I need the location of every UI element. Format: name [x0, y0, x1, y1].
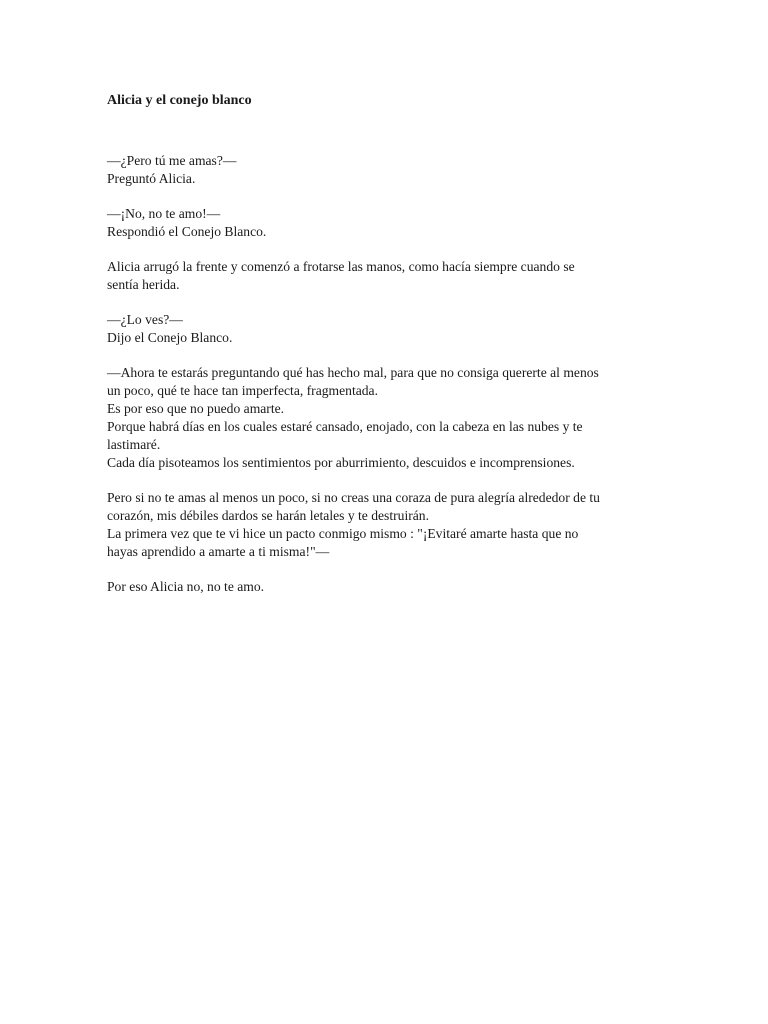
text-line: sentía herida. [107, 277, 180, 292]
text-line: Respondió el Conejo Blanco. [107, 224, 267, 239]
text-line: —¡No, no te amo!— [107, 206, 221, 221]
text-line: —¿Lo ves?— [107, 312, 183, 327]
text-line: Porque habrá días en los cuales estaré cansado, enojado, con la cabeza en las nubes y te [107, 419, 583, 434]
paragraph-2 [107, 205, 688, 241]
text-line: Dijo el Conejo Blanco. [107, 330, 233, 345]
text-line: Alicia arrugó la frente y comenzó a frotarse las manos, como hacía siempre cuando se [107, 259, 575, 274]
text-line: Por eso Alicia no, no te amo. [107, 579, 265, 594]
paragraph-4 [107, 311, 688, 347]
text-line: Pero si no te amas al menos un poco, si no creas una coraza de pura alegría alrededor de tu [107, 490, 600, 505]
text-line: un poco, qué te hace tan imperfecta, fragmentada. [107, 383, 378, 398]
text-line: Preguntó Alicia. [107, 171, 196, 186]
paragraph-1 [107, 152, 688, 188]
text-line: La primera vez que te vi hice un pacto conmigo mismo : "¡Evitaré amarte hasta que no [107, 526, 579, 541]
paragraph-7 [107, 578, 688, 596]
text-line: —¿Pero tú me amas?— [107, 153, 237, 168]
text-line: Cada día pisoteamos los sentimientos por aburrimiento, descuidos e incomprensiones. [107, 455, 575, 470]
text-line: —Ahora te estarás preguntando qué has hecho mal, para que no consiga quererte al menos [107, 365, 599, 380]
text-line: lastimaré. [107, 437, 161, 452]
text-line: corazón, mis débiles dardos se harán letales y te destruirán. [107, 508, 429, 523]
paragraph-3 [107, 258, 688, 294]
document-title: Alicia y el conejo blanco [107, 93, 252, 108]
paragraph-5 [107, 364, 688, 472]
text-line: Es por eso que no puedo amarte. [107, 401, 285, 416]
paragraph-6 [107, 489, 688, 561]
text-line: hayas aprendido a amarte a ti misma!"— [107, 544, 330, 559]
